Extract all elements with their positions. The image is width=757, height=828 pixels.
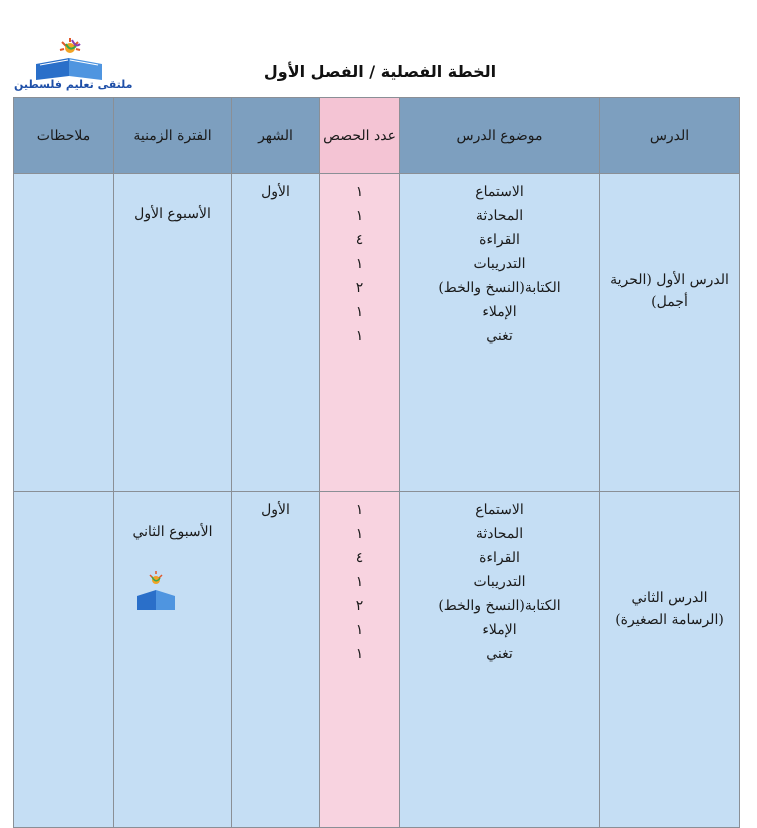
table-row bbox=[14, 492, 740, 828]
site-logo bbox=[14, 38, 133, 98]
period-cell: الأسبوع الأول bbox=[114, 174, 232, 492]
period-count: ٢ bbox=[355, 598, 364, 614]
plan-table bbox=[13, 97, 740, 828]
period-count: ١ bbox=[355, 208, 364, 224]
table-row bbox=[14, 174, 740, 492]
period-count: ١ bbox=[355, 574, 364, 590]
header-periods: عدد الحصص bbox=[320, 98, 400, 174]
period-count: ١ bbox=[355, 328, 364, 344]
topics-cell bbox=[400, 174, 600, 492]
topic-item: المحادثة bbox=[475, 526, 524, 542]
topic-item: المحادثة bbox=[475, 208, 524, 224]
topic-item: تغني bbox=[486, 328, 513, 344]
period-count: ٤ bbox=[355, 232, 364, 248]
period-count: ١ bbox=[355, 526, 364, 542]
header-lesson: الدرس bbox=[600, 98, 740, 174]
period-count: ١ bbox=[355, 256, 364, 272]
topic-item: القراءة bbox=[479, 232, 520, 248]
period-count: ١ bbox=[355, 502, 364, 518]
topic-item: التدريبات bbox=[473, 256, 526, 272]
topic-item: الاستماع bbox=[475, 184, 524, 200]
periods-cell bbox=[320, 174, 400, 492]
watermark-logo bbox=[133, 570, 179, 610]
header-month: الشهر bbox=[232, 98, 320, 174]
periods-cell bbox=[320, 492, 400, 828]
page-title: الخطة الفصلية / الفصل الأول bbox=[263, 62, 497, 81]
topic-item: الكتابة(النسخ والخط) bbox=[438, 280, 561, 296]
period-count: ١ bbox=[355, 646, 364, 662]
month-cell: الأول bbox=[232, 174, 320, 492]
header-period: الفترة الزمنية bbox=[114, 98, 232, 174]
period-count: ١ bbox=[355, 304, 364, 320]
lesson-name: الدرس الثاني (الرسامة الصغيرة) bbox=[615, 590, 724, 628]
topic-item: التدريبات bbox=[473, 574, 526, 590]
book-logo-icon bbox=[133, 570, 179, 610]
lesson-name: الدرس الأول (الحرية أجمل) bbox=[610, 272, 729, 310]
period-count: ٤ bbox=[355, 550, 364, 566]
period-count: ١ bbox=[355, 184, 364, 200]
lesson-cell bbox=[600, 492, 740, 828]
topic-item: الاستماع bbox=[475, 502, 524, 518]
topics-cell bbox=[400, 492, 600, 828]
book-logo-icon bbox=[14, 38, 124, 80]
topic-item: الإملاء bbox=[482, 622, 517, 638]
table-header-row bbox=[14, 98, 740, 174]
lesson-cell bbox=[600, 174, 740, 492]
header-topic: موضوع الدرس bbox=[400, 98, 600, 174]
topic-item: الإملاء bbox=[482, 304, 517, 320]
notes-cell bbox=[14, 492, 114, 828]
topic-item: القراءة bbox=[479, 550, 520, 566]
period-cell: الأسبوع الثاني bbox=[114, 492, 232, 828]
topic-item: تغني bbox=[486, 646, 513, 662]
month-cell: الأول bbox=[232, 492, 320, 828]
period-count: ١ bbox=[355, 622, 364, 638]
period-count: ٢ bbox=[355, 280, 364, 296]
header-notes: ملاحظات bbox=[14, 98, 114, 174]
notes-cell bbox=[14, 174, 114, 492]
logo-caption: ملتقى تعليم فلسطين bbox=[14, 78, 133, 91]
topic-item: الكتابة(النسخ والخط) bbox=[438, 598, 561, 614]
